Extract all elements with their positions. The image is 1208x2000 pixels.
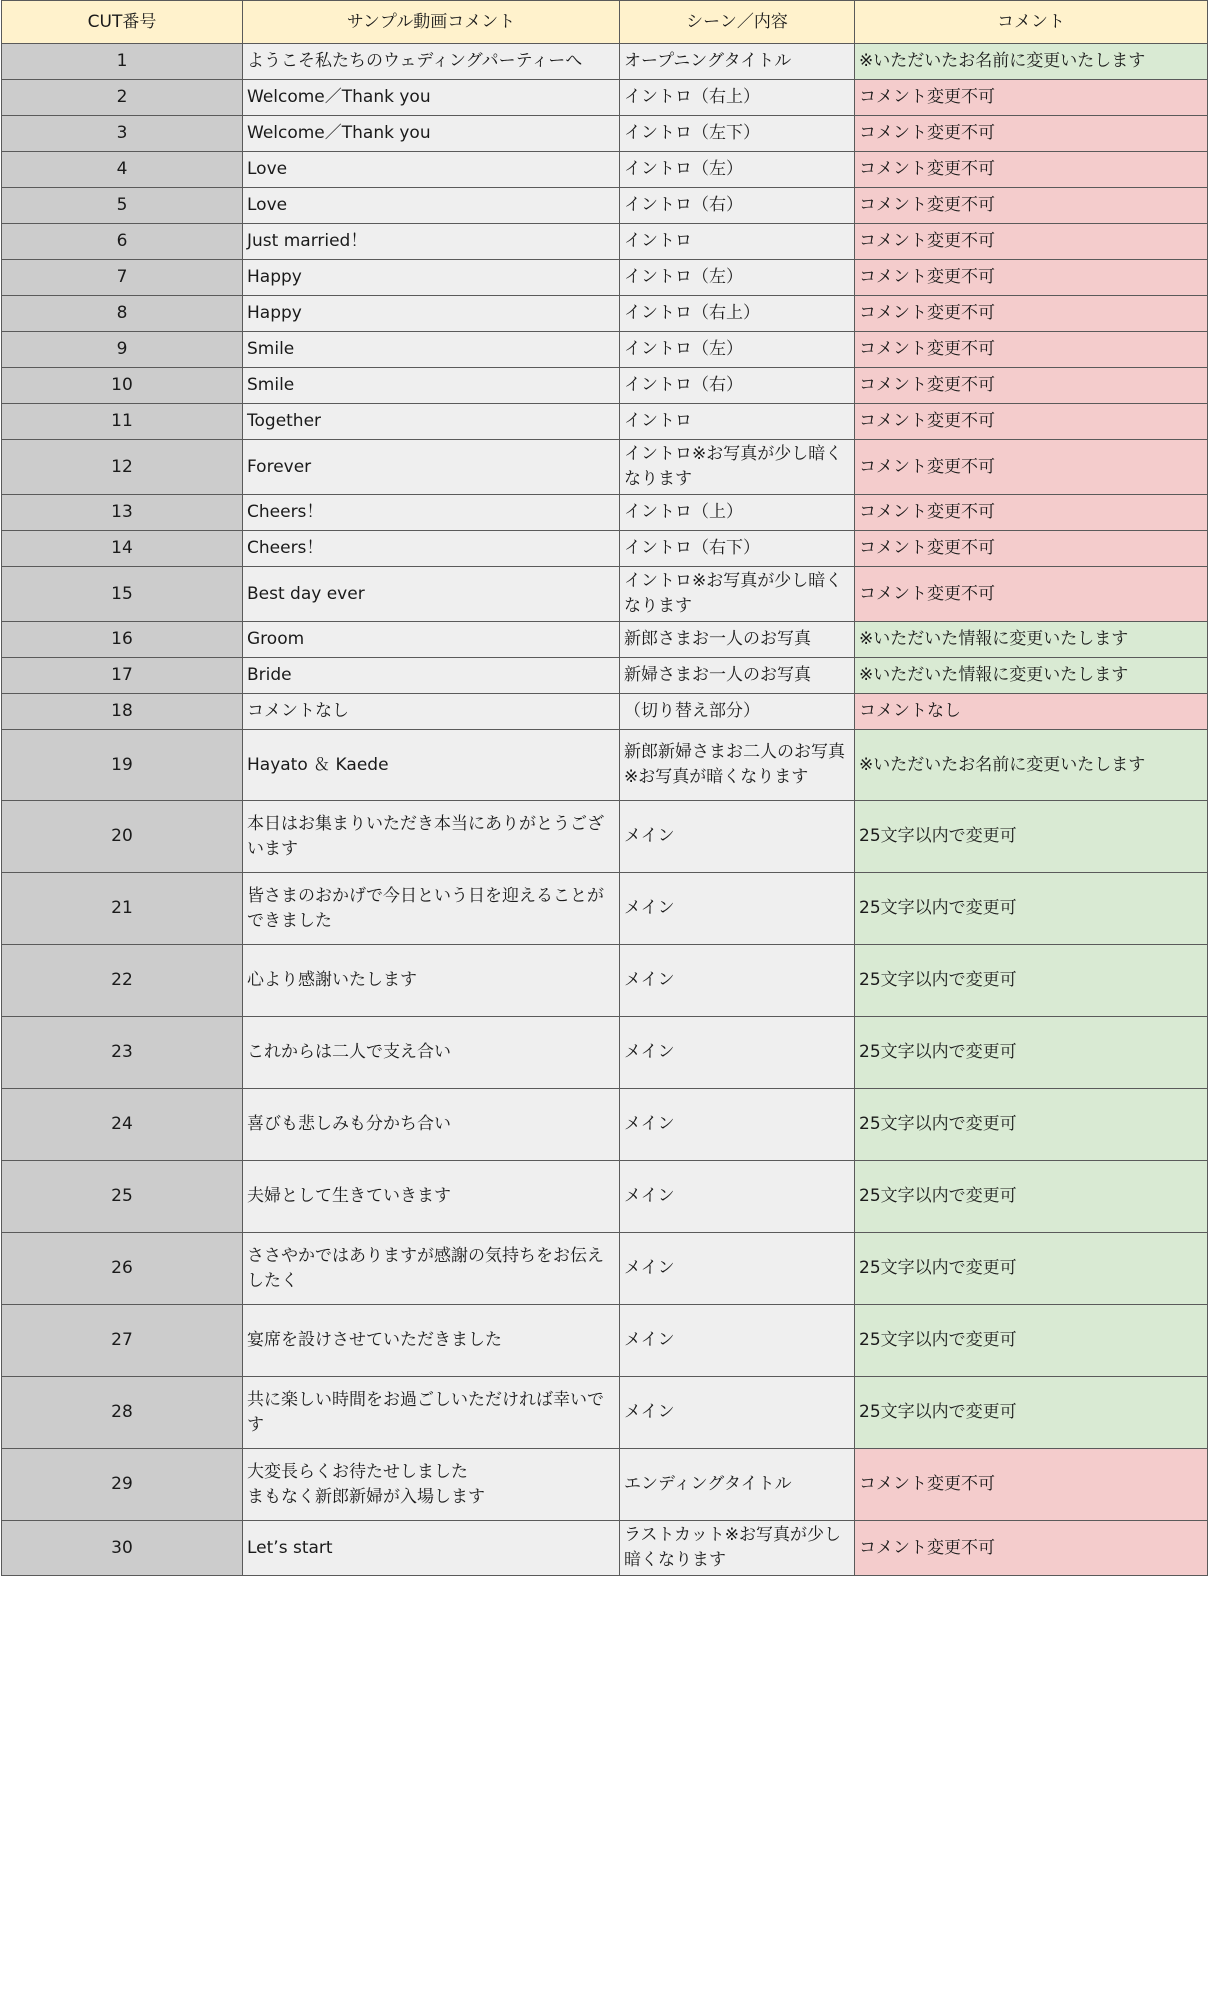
scene-cell: イントロ（左） bbox=[620, 152, 855, 188]
cut-number-cell: 21 bbox=[2, 873, 243, 945]
table-row bbox=[2, 296, 1208, 332]
scene-cell: イントロ（左） bbox=[620, 260, 855, 296]
scene-cell: オープニングタイトル bbox=[620, 44, 855, 80]
cut-number-cell: 2 bbox=[2, 80, 243, 116]
cut-number-cell: 6 bbox=[2, 224, 243, 260]
sample-comment-cell: Smile bbox=[243, 332, 620, 368]
cut-number-cell: 1 bbox=[2, 44, 243, 80]
scene-cell: イントロ（上） bbox=[620, 495, 855, 531]
table-row bbox=[2, 1233, 1208, 1305]
cut-number-cell: 27 bbox=[2, 1305, 243, 1377]
note-cell: コメント変更不可 bbox=[855, 116, 1208, 152]
scene-cell: メイン bbox=[620, 1089, 855, 1161]
scene-cell: イントロ（左） bbox=[620, 332, 855, 368]
scene-cell: イントロ※お写真が少し暗くなります bbox=[620, 440, 855, 495]
sample-comment-cell: 共に楽しい時間をお過ごしいただければ幸いです bbox=[243, 1377, 620, 1449]
table-row bbox=[2, 945, 1208, 1017]
table-row bbox=[2, 1377, 1208, 1449]
note-cell: 25文字以内で変更可 bbox=[855, 1161, 1208, 1233]
table-row bbox=[2, 44, 1208, 80]
scene-cell: メイン bbox=[620, 1017, 855, 1089]
sample-comment-cell: 心より感謝いたします bbox=[243, 945, 620, 1017]
table-row bbox=[2, 694, 1208, 730]
cut-number-cell: 15 bbox=[2, 567, 243, 622]
note-cell: コメント変更不可 bbox=[855, 80, 1208, 116]
sample-comment-cell: Forever bbox=[243, 440, 620, 495]
sample-comment-cell: 本日はお集まりいただき本当にありがとうございます bbox=[243, 801, 620, 873]
sample-comment-cell: ささやかではありますが感謝の気持ちをお伝えしたく bbox=[243, 1233, 620, 1305]
scene-cell: エンディングタイトル bbox=[620, 1449, 855, 1521]
note-cell: コメント変更不可 bbox=[855, 260, 1208, 296]
scene-cell: 新郎新婦さまお二人のお写真※お写真が暗くなります bbox=[620, 730, 855, 801]
cut-number-cell: 8 bbox=[2, 296, 243, 332]
scene-cell: 新郎さまお一人のお写真 bbox=[620, 622, 855, 658]
header-cut-number: CUT番号 bbox=[2, 1, 243, 44]
sample-comment-cell: Groom bbox=[243, 622, 620, 658]
note-cell: コメント変更不可 bbox=[855, 531, 1208, 567]
sample-comment-cell: コメントなし bbox=[243, 694, 620, 730]
cut-number-cell: 7 bbox=[2, 260, 243, 296]
scene-cell: イントロ（右） bbox=[620, 188, 855, 224]
note-cell: 25文字以内で変更可 bbox=[855, 801, 1208, 873]
table-row bbox=[2, 80, 1208, 116]
note-cell: ※いただいたお名前に変更いたします bbox=[855, 730, 1208, 801]
note-cell: コメント変更不可 bbox=[855, 332, 1208, 368]
sample-comment-cell: Cheers！ bbox=[243, 495, 620, 531]
table-row bbox=[2, 873, 1208, 945]
sample-comment-cell: 宴席を設けさせていただきました bbox=[243, 1305, 620, 1377]
note-cell: 25文字以内で変更可 bbox=[855, 1017, 1208, 1089]
cut-number-cell: 3 bbox=[2, 116, 243, 152]
table-row bbox=[2, 495, 1208, 531]
note-cell: コメント変更不可 bbox=[855, 495, 1208, 531]
scene-cell: イントロ（右） bbox=[620, 368, 855, 404]
header-sample-comment: サンプル動画コメント bbox=[243, 1, 620, 44]
sample-comment-cell: Welcome／Thank you bbox=[243, 80, 620, 116]
table-row bbox=[2, 260, 1208, 296]
table-row bbox=[2, 368, 1208, 404]
sample-comment-cell: Let’s start bbox=[243, 1521, 620, 1576]
scene-cell: メイン bbox=[620, 1233, 855, 1305]
note-cell: ※いただいた情報に変更いたします bbox=[855, 622, 1208, 658]
scene-cell: メイン bbox=[620, 873, 855, 945]
note-cell: コメント変更不可 bbox=[855, 224, 1208, 260]
cut-number-cell: 20 bbox=[2, 801, 243, 873]
cut-number-cell: 24 bbox=[2, 1089, 243, 1161]
cut-number-cell: 5 bbox=[2, 188, 243, 224]
sample-comment-cell: Love bbox=[243, 188, 620, 224]
note-cell: ※いただいた情報に変更いたします bbox=[855, 658, 1208, 694]
cut-number-cell: 17 bbox=[2, 658, 243, 694]
sample-comment-cell: Happy bbox=[243, 296, 620, 332]
table-row bbox=[2, 531, 1208, 567]
table-row bbox=[2, 622, 1208, 658]
sample-comment-cell: Welcome／Thank you bbox=[243, 116, 620, 152]
note-cell: 25文字以内で変更可 bbox=[855, 873, 1208, 945]
scene-cell: メイン bbox=[620, 1377, 855, 1449]
sample-comment-cell: Together bbox=[243, 404, 620, 440]
scene-cell: イントロ（左下） bbox=[620, 116, 855, 152]
table-row bbox=[2, 1089, 1208, 1161]
sample-comment-cell: ようこそ私たちのウェディングパーティーへ bbox=[243, 44, 620, 80]
table-row bbox=[2, 1017, 1208, 1089]
scene-cell: ラストカット※お写真が少し暗くなります bbox=[620, 1521, 855, 1576]
note-cell: 25文字以内で変更可 bbox=[855, 1377, 1208, 1449]
cut-number-cell: 12 bbox=[2, 440, 243, 495]
table-row bbox=[2, 1449, 1208, 1521]
table-row bbox=[2, 404, 1208, 440]
note-cell: コメント変更不可 bbox=[855, 368, 1208, 404]
sample-comment-cell: 夫婦として生きていきます bbox=[243, 1161, 620, 1233]
header-row bbox=[2, 1, 1208, 44]
note-cell: コメントなし bbox=[855, 694, 1208, 730]
table-row bbox=[2, 188, 1208, 224]
cut-number-cell: 30 bbox=[2, 1521, 243, 1576]
scene-cell: イントロ bbox=[620, 404, 855, 440]
header-note: コメント bbox=[855, 1, 1208, 44]
cut-number-cell: 28 bbox=[2, 1377, 243, 1449]
sample-comment-cell: Happy bbox=[243, 260, 620, 296]
note-cell: ※いただいたお名前に変更いたします bbox=[855, 44, 1208, 80]
cut-comment-table bbox=[1, 0, 1208, 1576]
note-cell: 25文字以内で変更可 bbox=[855, 945, 1208, 1017]
sample-comment-cell: Bride bbox=[243, 658, 620, 694]
scene-cell: メイン bbox=[620, 1161, 855, 1233]
cut-number-cell: 14 bbox=[2, 531, 243, 567]
cut-number-cell: 29 bbox=[2, 1449, 243, 1521]
sample-comment-cell: Best day ever bbox=[243, 567, 620, 622]
note-cell: 25文字以内で変更可 bbox=[855, 1305, 1208, 1377]
sample-comment-cell: Smile bbox=[243, 368, 620, 404]
cut-number-cell: 23 bbox=[2, 1017, 243, 1089]
cut-number-cell: 25 bbox=[2, 1161, 243, 1233]
cut-number-cell: 11 bbox=[2, 404, 243, 440]
table-header bbox=[2, 1, 1208, 44]
note-cell: コメント変更不可 bbox=[855, 404, 1208, 440]
table-row bbox=[2, 1521, 1208, 1576]
table-row bbox=[2, 567, 1208, 622]
sample-comment-cell: 喜びも悲しみも分かち合い bbox=[243, 1089, 620, 1161]
note-cell: 25文字以内で変更可 bbox=[855, 1089, 1208, 1161]
table-row bbox=[2, 152, 1208, 188]
cut-number-cell: 18 bbox=[2, 694, 243, 730]
scene-cell: メイン bbox=[620, 801, 855, 873]
note-cell: コメント変更不可 bbox=[855, 1449, 1208, 1521]
scene-cell: イントロ（右上） bbox=[620, 80, 855, 116]
cut-number-cell: 19 bbox=[2, 730, 243, 801]
cut-number-cell: 16 bbox=[2, 622, 243, 658]
scene-cell: イントロ（右下） bbox=[620, 531, 855, 567]
sample-comment-cell: Cheers！ bbox=[243, 531, 620, 567]
note-cell: 25文字以内で変更可 bbox=[855, 1233, 1208, 1305]
table-row bbox=[2, 440, 1208, 495]
table-row bbox=[2, 1161, 1208, 1233]
cut-number-cell: 26 bbox=[2, 1233, 243, 1305]
cut-number-cell: 9 bbox=[2, 332, 243, 368]
cut-number-cell: 22 bbox=[2, 945, 243, 1017]
table-row bbox=[2, 116, 1208, 152]
sample-comment-cell: Just married！ bbox=[243, 224, 620, 260]
table-body bbox=[2, 44, 1208, 1576]
note-cell: コメント変更不可 bbox=[855, 152, 1208, 188]
note-cell: コメント変更不可 bbox=[855, 440, 1208, 495]
sample-comment-cell: Hayato ＆ Kaede bbox=[243, 730, 620, 801]
header-scene: シーン／内容 bbox=[620, 1, 855, 44]
sample-comment-cell: 皆さまのおかげで今日という日を迎えることができました bbox=[243, 873, 620, 945]
cut-number-cell: 10 bbox=[2, 368, 243, 404]
scene-cell: メイン bbox=[620, 945, 855, 1017]
table-row bbox=[2, 801, 1208, 873]
note-cell: コメント変更不可 bbox=[855, 567, 1208, 622]
table-row bbox=[2, 224, 1208, 260]
cut-number-cell: 13 bbox=[2, 495, 243, 531]
scene-cell: 新婦さまお一人のお写真 bbox=[620, 658, 855, 694]
scene-cell: （切り替え部分） bbox=[620, 694, 855, 730]
note-cell: コメント変更不可 bbox=[855, 296, 1208, 332]
sample-comment-cell: 大変長らくお待たせしました まもなく新郎新婦が入場します bbox=[243, 1449, 620, 1521]
table-row bbox=[2, 1305, 1208, 1377]
table-row bbox=[2, 658, 1208, 694]
note-cell: コメント変更不可 bbox=[855, 1521, 1208, 1576]
scene-cell: イントロ（右上） bbox=[620, 296, 855, 332]
cut-number-cell: 4 bbox=[2, 152, 243, 188]
table-row bbox=[2, 730, 1208, 801]
sample-comment-cell: Love bbox=[243, 152, 620, 188]
table-row bbox=[2, 332, 1208, 368]
scene-cell: イントロ※お写真が少し暗くなります bbox=[620, 567, 855, 622]
sample-comment-cell: これからは二人で支え合い bbox=[243, 1017, 620, 1089]
scene-cell: メイン bbox=[620, 1305, 855, 1377]
scene-cell: イントロ bbox=[620, 224, 855, 260]
note-cell: コメント変更不可 bbox=[855, 188, 1208, 224]
